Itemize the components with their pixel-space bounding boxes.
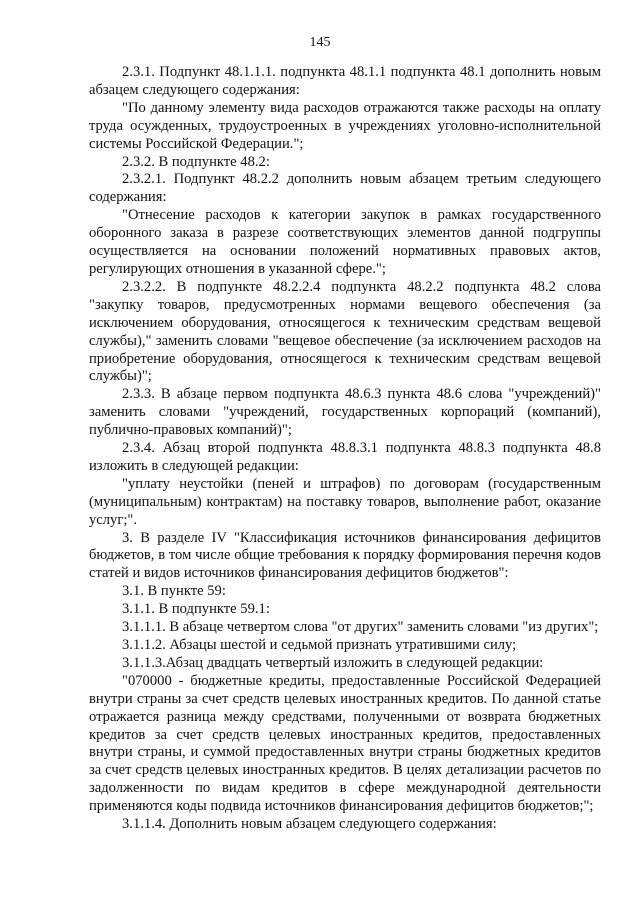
paragraph: 3.1.1.4. Дополнить новым абзацем следующего содержания: <box>122 816 497 833</box>
paragraph: 2.3.3. В абзаце первом подпункта 48.6.3 пункта 48.6 слова "учреждений)" заменить словами "учреждений, государственных корпораций (компаний), публично-правовых компаний)"; <box>89 386 601 439</box>
paragraph: 3.1. В пункте 59: <box>122 583 226 600</box>
paragraph: 3. В разделе IV "Классификация источников финансирования дефицитов бюджетов, в том числе общие требования к порядку формирования перечня кодов статей и видов источников финансирования дефицитов бюджетов": <box>89 529 601 582</box>
paragraph: 2.3.4. Абзац второй подпункта 48.8.3.1 подпункта 48.8.3 подпункта 48.8 изложить в следующей редакции: <box>89 440 601 474</box>
document-body <box>89 64 601 834</box>
paragraph: "По данному элементу вида расходов отражаются также расходы на оплату труда осужденных, трудоустроенных в учреждениях уголовно-исполнительной системы Российской Федерации."; <box>89 99 601 152</box>
paragraph: 2.3.1. Подпункт 48.1.1.1. подпункта 48.1.1 подпункта 48.1 дополнить новым абзацем следующего содержания: <box>89 64 601 98</box>
paragraph: "уплату неустойки (пеней и штрафов) по договорам (государственным (муниципальным) контрактам) на поставку товаров, выполнение работ, оказание услуг;". <box>89 475 601 528</box>
paragraph: 3.1.1.1. В абзаце четвертом слова "от других" заменить словами "из других"; <box>122 619 599 636</box>
paragraph: "Отнесение расходов к категории закупок в рамках государственного оборонного заказа в разрезе соответствующих элементов данной подгруппы осуществляется на основании положений нормативных правовых актов, регулирующих отношения в указанной сфере."; <box>89 207 601 277</box>
paragraph: 3.1.1. В подпункте 59.1: <box>122 601 270 618</box>
paragraph: "070000 - бюджетные кредиты, предоставленные Российской Федерацией внутри страны за счет средств целевых иностранных кредитов. По данной статье отражается разница между средствами, полученными от возврата бюджетных кредитов за счет средств целевых иностранных кредитов, предоставленных внутри страны, и суммой предоставленных внутри страны бюджетных кредитов за счет средств целевых иностранных кредитов. В целях детализации расчетов по задолженности по видам кредитов в сфере международной деятельности применяются коды подвида источников финансирования дефицитов бюджетов;"; <box>89 672 601 815</box>
paragraph: 2.3.2. В подпункте 48.2: <box>122 153 270 170</box>
paragraph: 3.1.1.3.Абзац двадцать четвертый изложить в следующей редакции: <box>122 654 544 671</box>
paragraph: 2.3.2.2. В подпункте 48.2.2.4 подпункта 48.2.2 подпункта 48.2 слова "закупку товаров, предусмотренных нормами вещевого обеспечения (за исключением оборудования, относящегося к техническим средствам вещевой службы)," заменить словами "вещевое обеспечение (за исключением расходов на приобретение оборудования, относящегося к техническим средствам вещевой службы)"; <box>89 278 601 385</box>
paragraph: 3.1.1.2. Абзацы шестой и седьмой признать утратившими силу; <box>122 637 517 653</box>
page-number: 145 <box>309 35 331 50</box>
paragraph: 2.3.2.1. Подпункт 48.2.2 дополнить новым абзацем третьим следующего содержания: <box>89 171 601 206</box>
